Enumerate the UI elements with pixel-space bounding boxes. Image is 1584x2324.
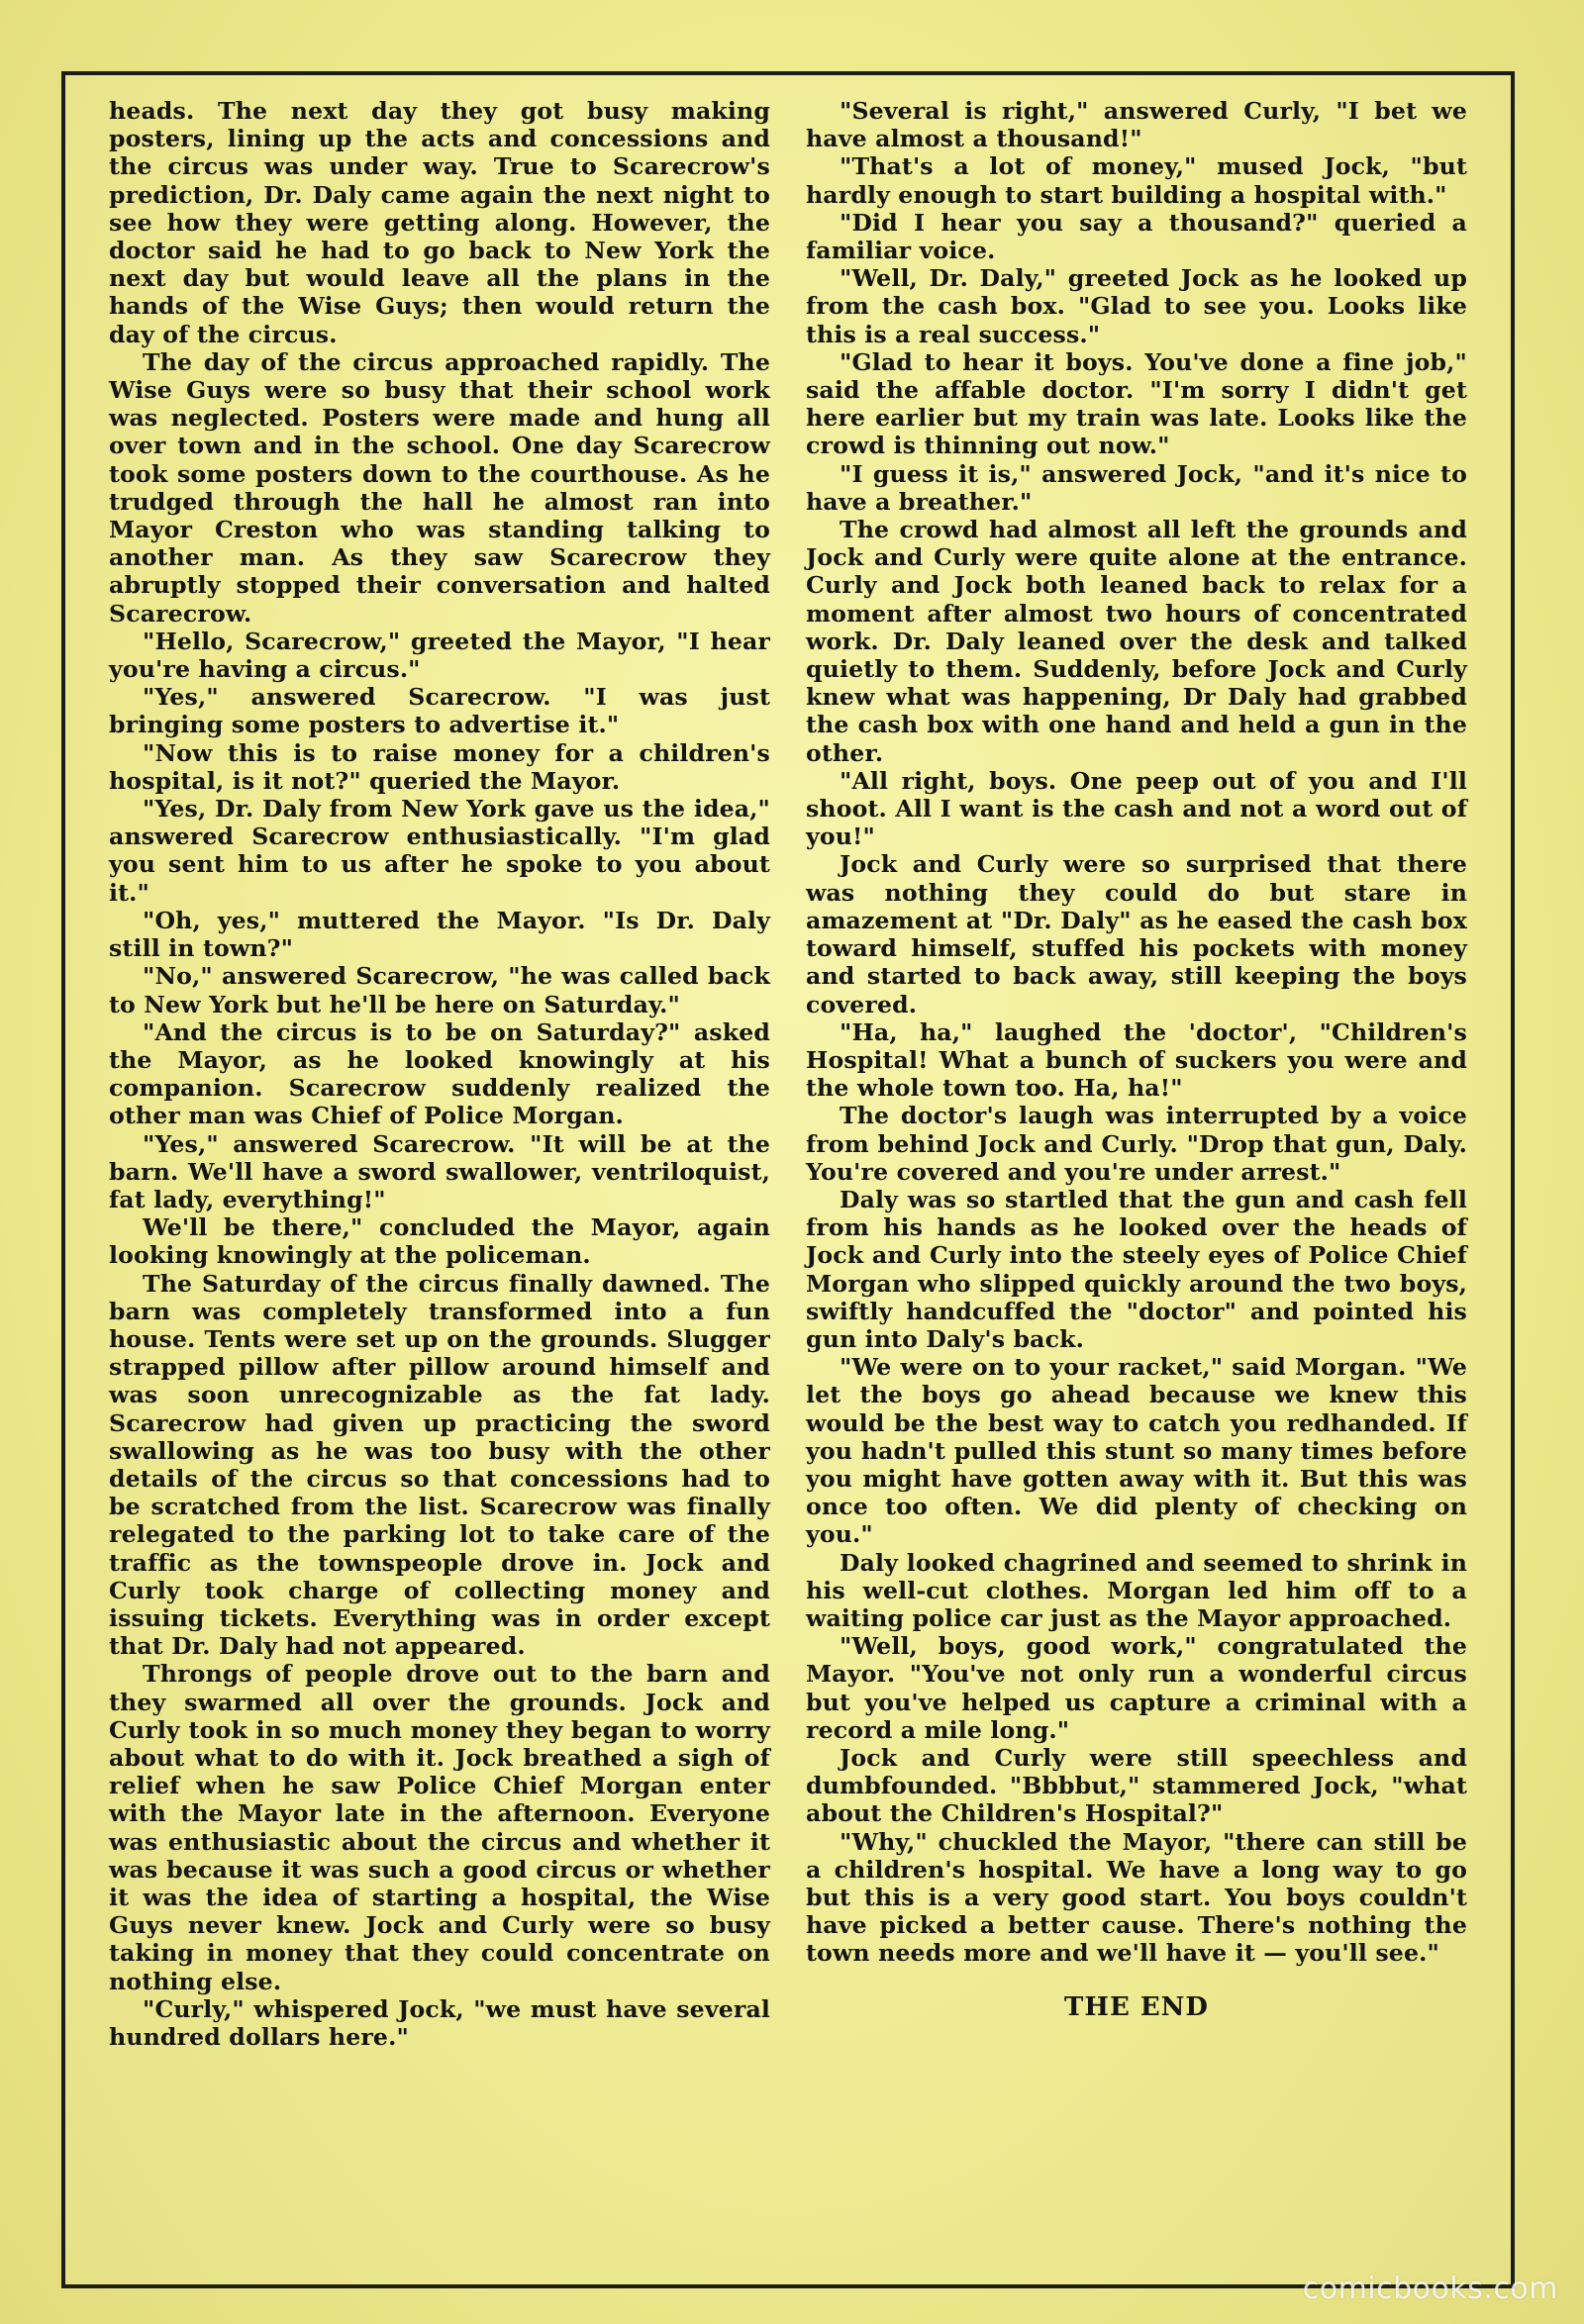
paragraph: "Yes, Dr. Daly from New York gave us the idea," answered Scarecrow enthusiastically. "I'm glad you sent him to us after he spoke to you about it." [109,795,770,907]
paragraph: "No," answered Scarecrow, "he was called back to New York but he'll be here on Saturday." [109,962,770,1018]
paragraph: The day of the circus approached rapidly. The Wise Guys were so busy that their school work was neglected. Posters were made and hung all over town and in the school. One day Scarecrow took some posters down to the courthouse. As he trudged through the hall he almost ran into Mayor Creston who was standing talking to another man. As they saw Scarecrow they abruptly stopped their conversation and halted Scarecrow. [109,347,770,628]
paragraph: The doctor's laugh was interrupted by a voice from behind Jock and Curly. "Drop that gun, Daly. You're covered and you're under arrest." [806,1102,1467,1186]
paragraph: Daly looked chagrined and seemed to shrink in his well-cut clothes. Morgan led him off to a waiting police car just as the Mayor approached. [806,1548,1467,1632]
paragraph: "We were on to your racket," said Morgan. "We let the boys go ahead because we knew this would be the best way to catch you redhanded. If you hadn't pulled this stunt so many times before you might have gotten away with it. But this was once too often. We did plenty of checking on you." [806,1353,1467,1549]
paragraph: The crowd had almost all left the grounds and Jock and Curly were quite alone at the entrance. Curly and Jock both leaned back to relax for a moment after almost two hours of concentrated work. Dr. Daly leaned over the desk and talked quietly to them. Suddenly, before Jock and Curly knew what was happening, Dr Daly had grabbed the cash box with one hand and held a gun in the other. [806,516,1467,767]
paragraph: Daly was so startled that the gun and cash fell from his hands as he looked over the heads of Jock and Curly into the steely eyes of Police Chief Morgan who slipped quickly around the two boys, swiftly handcuffed the "doctor" and pointed his gun into Daly's back. [806,1185,1467,1353]
paragraph: "Glad to hear it boys. You've done a fine job," said the affable doctor. "I'm sorry I didn't get here earlier but my train was late. Looks like the crowd is thinning out now." [806,347,1467,460]
paragraph: "I guess it is," answered Jock, "and it's nice to have a breather." [806,459,1467,516]
paragraph: "Did I hear you say a thousand?" queried a familiar voice. [806,208,1467,265]
paragraph: Throngs of people drove out to the barn and they swarmed all over the grounds. Jock and Curly took in so much money they began to worry about what to do with it. Jock breathed a sigh of relief when he saw Police Chief Morgan enter with the Mayor late in the afternoon. Everyone was enthusiastic about the circus and whether it was because it was such a good circus or whether it was the idea of starting a hospital, the Wise Guys never knew. Jock and Curly were so busy taking in money that they could concentrate on nothing else. [109,1660,770,1995]
the-end-label: THE END [1064,1991,1209,2022]
paragraph: "Several is right," answered Curly, "I bet we have almost a thousand!" [806,97,1467,153]
text-page-frame [61,71,1515,2288]
paragraph: "And the circus is to be on Saturday?" asked the Mayor, as he looked knowingly at his companion. Scarecrow suddenly realized the other man was Chief of Police Morgan. [109,1017,770,1130]
paragraph: heads. The next day they got busy making posters, lining up the acts and concessions and the circus was under way. True to Scarecrow's prediction, Dr. Daly came again the next night to see how they were getting along. However, the doctor said he had to go back to New York the next day but would leave all the plans in the hands of the Wise Guys; then would return the day of the circus. [109,97,770,348]
paragraph: "Well, Dr. Daly," greeted Jock as he looked up from the cash box. "Glad to see you. Looks like this is a real success." [806,264,1467,348]
paragraph: "Ha, ha," laughed the 'doctor', "Children's Hospital! What a bunch of suckers you were and the whole town too. Ha, ha!" [806,1017,1467,1103]
paragraph: "Well, boys, good work," congratulated the Mayor. "You've not only run a wonderful circus but you've helped us capture a criminal with a record a mile long." [806,1632,1467,1744]
paragraph: "Oh, yes," muttered the Mayor. "Is Dr. Daly still in town?" [109,906,770,963]
paragraph: "Curly," whispered Jock, "we must have several hundred dollars here." [109,1994,770,2052]
paragraph: "Why," chuckled the Mayor, "there can still be a children's hospital. We have a long way to go but this is a very good start. You boys couldn't have picked a better cause. There's nothing the town needs more and we'll have it — you'll see." [806,1827,1467,1968]
left-text-column [109,97,770,2051]
paragraph: "Yes," answered Scarecrow. "It will be at the barn. We'll have a sword swallower, ventriloquist, fat lady, everything!" [109,1129,770,1213]
paragraph: "Hello, Scarecrow," greeted the Mayor, "I hear you're having a circus." [109,627,770,684]
paragraph: "All right, boys. One peep out of you and I'll shoot. All I want is the cash and not a word out of you!" [806,766,1467,851]
paragraph: "That's a lot of money," mused Jock, "but hardly enough to start building a hospital with." [806,152,1467,209]
watermark: comicbooks.com [1302,2272,1558,2306]
paragraph: The Saturday of the circus finally dawned. The barn was completely transformed into a fun house. Tents were set up on the grounds. Slugger strapped pillow after pillow around himself and was soon unrecognizable as the fat lady. Scarecrow had given up practicing the sword swallowing as he was too busy with the other details of the circus so that concessions had to be scratched from the list. Scarecrow was finally relegated to the parking lot to take care of the traffic as the townspeople drove in. Jock and Curly took charge of collecting money and issuing tickets. Everything was in order except that Dr. Daly had not appeared. [109,1269,770,1661]
paragraph: Jock and Curly were so surprised that there was nothing they could do but stare in amazement at "Dr. Daly" as he eased the cash box toward himself, stuffed his pockets with money and started to back away, still keeping the boys covered. [806,850,1467,1018]
paragraph: "Yes," answered Scarecrow. "I was just bringing some posters to advertise it." [109,683,770,739]
paragraph: We'll be there," concluded the Mayor, again looking knowingly at the policeman. [109,1213,770,1270]
right-text-column [806,97,1467,2021]
paragraph: Jock and Curly were still speechless and dumbfounded. "Bbbbut," stammered Jock, "what about the Children's Hospital?" [806,1743,1467,1828]
paragraph: "Now this is to raise money for a children's hospital, is it not?" queried the Mayor. [109,738,770,795]
